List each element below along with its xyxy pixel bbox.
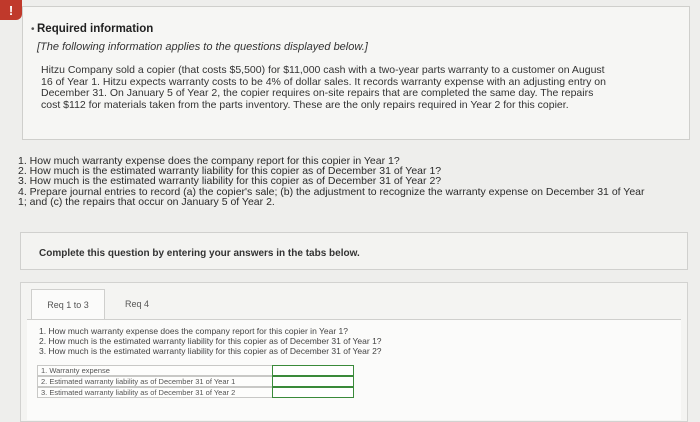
answer-row	[37, 387, 357, 398]
question-item: 3. How much is the estimated warranty liability for this copier as of December 31 of Year 2?	[18, 175, 442, 188]
scenario-text	[41, 65, 681, 111]
instruction-box	[20, 232, 688, 270]
tab-req-4[interactable]: Req 4	[124, 299, 150, 309]
tab-content	[27, 319, 681, 420]
warranty-expense-input[interactable]	[272, 365, 354, 376]
question-item: 1; and (c) the repairs that occur on January 5 of Year 2.	[18, 195, 275, 208]
required-information-subtitle: [The following information applies to the questions displayed below.]	[37, 41, 368, 53]
required-information-box	[22, 6, 690, 140]
tab-question-item: 2. How much is the estimated warranty liability for this copier as of December 31 of Year 1?	[39, 336, 382, 346]
question-list	[18, 156, 688, 207]
scenario-line: Hitzu Company sold a copier (that costs $5,500) for $11,000 cash with a two-year parts warranty to a customer on August	[41, 64, 605, 76]
answer-label: 2. Estimated warranty liability as of December 31 of Year 1	[37, 376, 273, 387]
instruction-text: Complete this question by entering your answers in the tabs below.	[39, 248, 360, 259]
liability-year1-input[interactable]	[272, 376, 354, 387]
tab-question-list	[39, 326, 382, 356]
answer-label: 3. Estimated warranty liability as of December 31 of Year 2	[37, 387, 273, 398]
question-item: 1. How much warranty expense does the company report for this copier in Year 1?	[18, 155, 400, 167]
tabs-panel	[20, 282, 688, 422]
scenario-line: 16 of Year 1. Hitzu expects warranty costs to be 4% of dollar sales. It records warranty expense with an adjusting entry on	[41, 75, 606, 88]
tab-question-item: 1. How much warranty expense does the company report for this copier in Year 1?	[39, 326, 349, 336]
question-item: 2. How much is the estimated warranty liability for this copier as of December 31 of Year 1?	[18, 165, 442, 178]
answer-row	[37, 376, 357, 387]
question-item: 4. Prepare journal entries to record (a) the copier's sale; (b) the adjustment to recognize the warranty expense on December 31 of Year	[18, 185, 645, 198]
scenario-line: December 31. On January 5 of Year 2, the copier requires on-site repairs that are completed the same day. The repairs	[41, 87, 594, 99]
answer-row	[37, 365, 357, 376]
bullet-icon: •	[31, 24, 35, 35]
tab-req-1-to-3[interactable]: Req 1 to 3	[31, 289, 105, 319]
liability-year2-input[interactable]	[272, 387, 354, 398]
tab-question-item: 3. How much is the estimated warranty liability for this copier as of December 31 of Year 2?	[39, 346, 382, 356]
answer-label: 1. Warranty expense	[37, 365, 273, 376]
scenario-line: cost $112 for materials taken from the parts inventory. These are the only repairs required in Year 2 for this copier.	[41, 98, 569, 111]
required-information-title: Required information	[37, 23, 154, 35]
alert-badge: !	[0, 0, 22, 20]
